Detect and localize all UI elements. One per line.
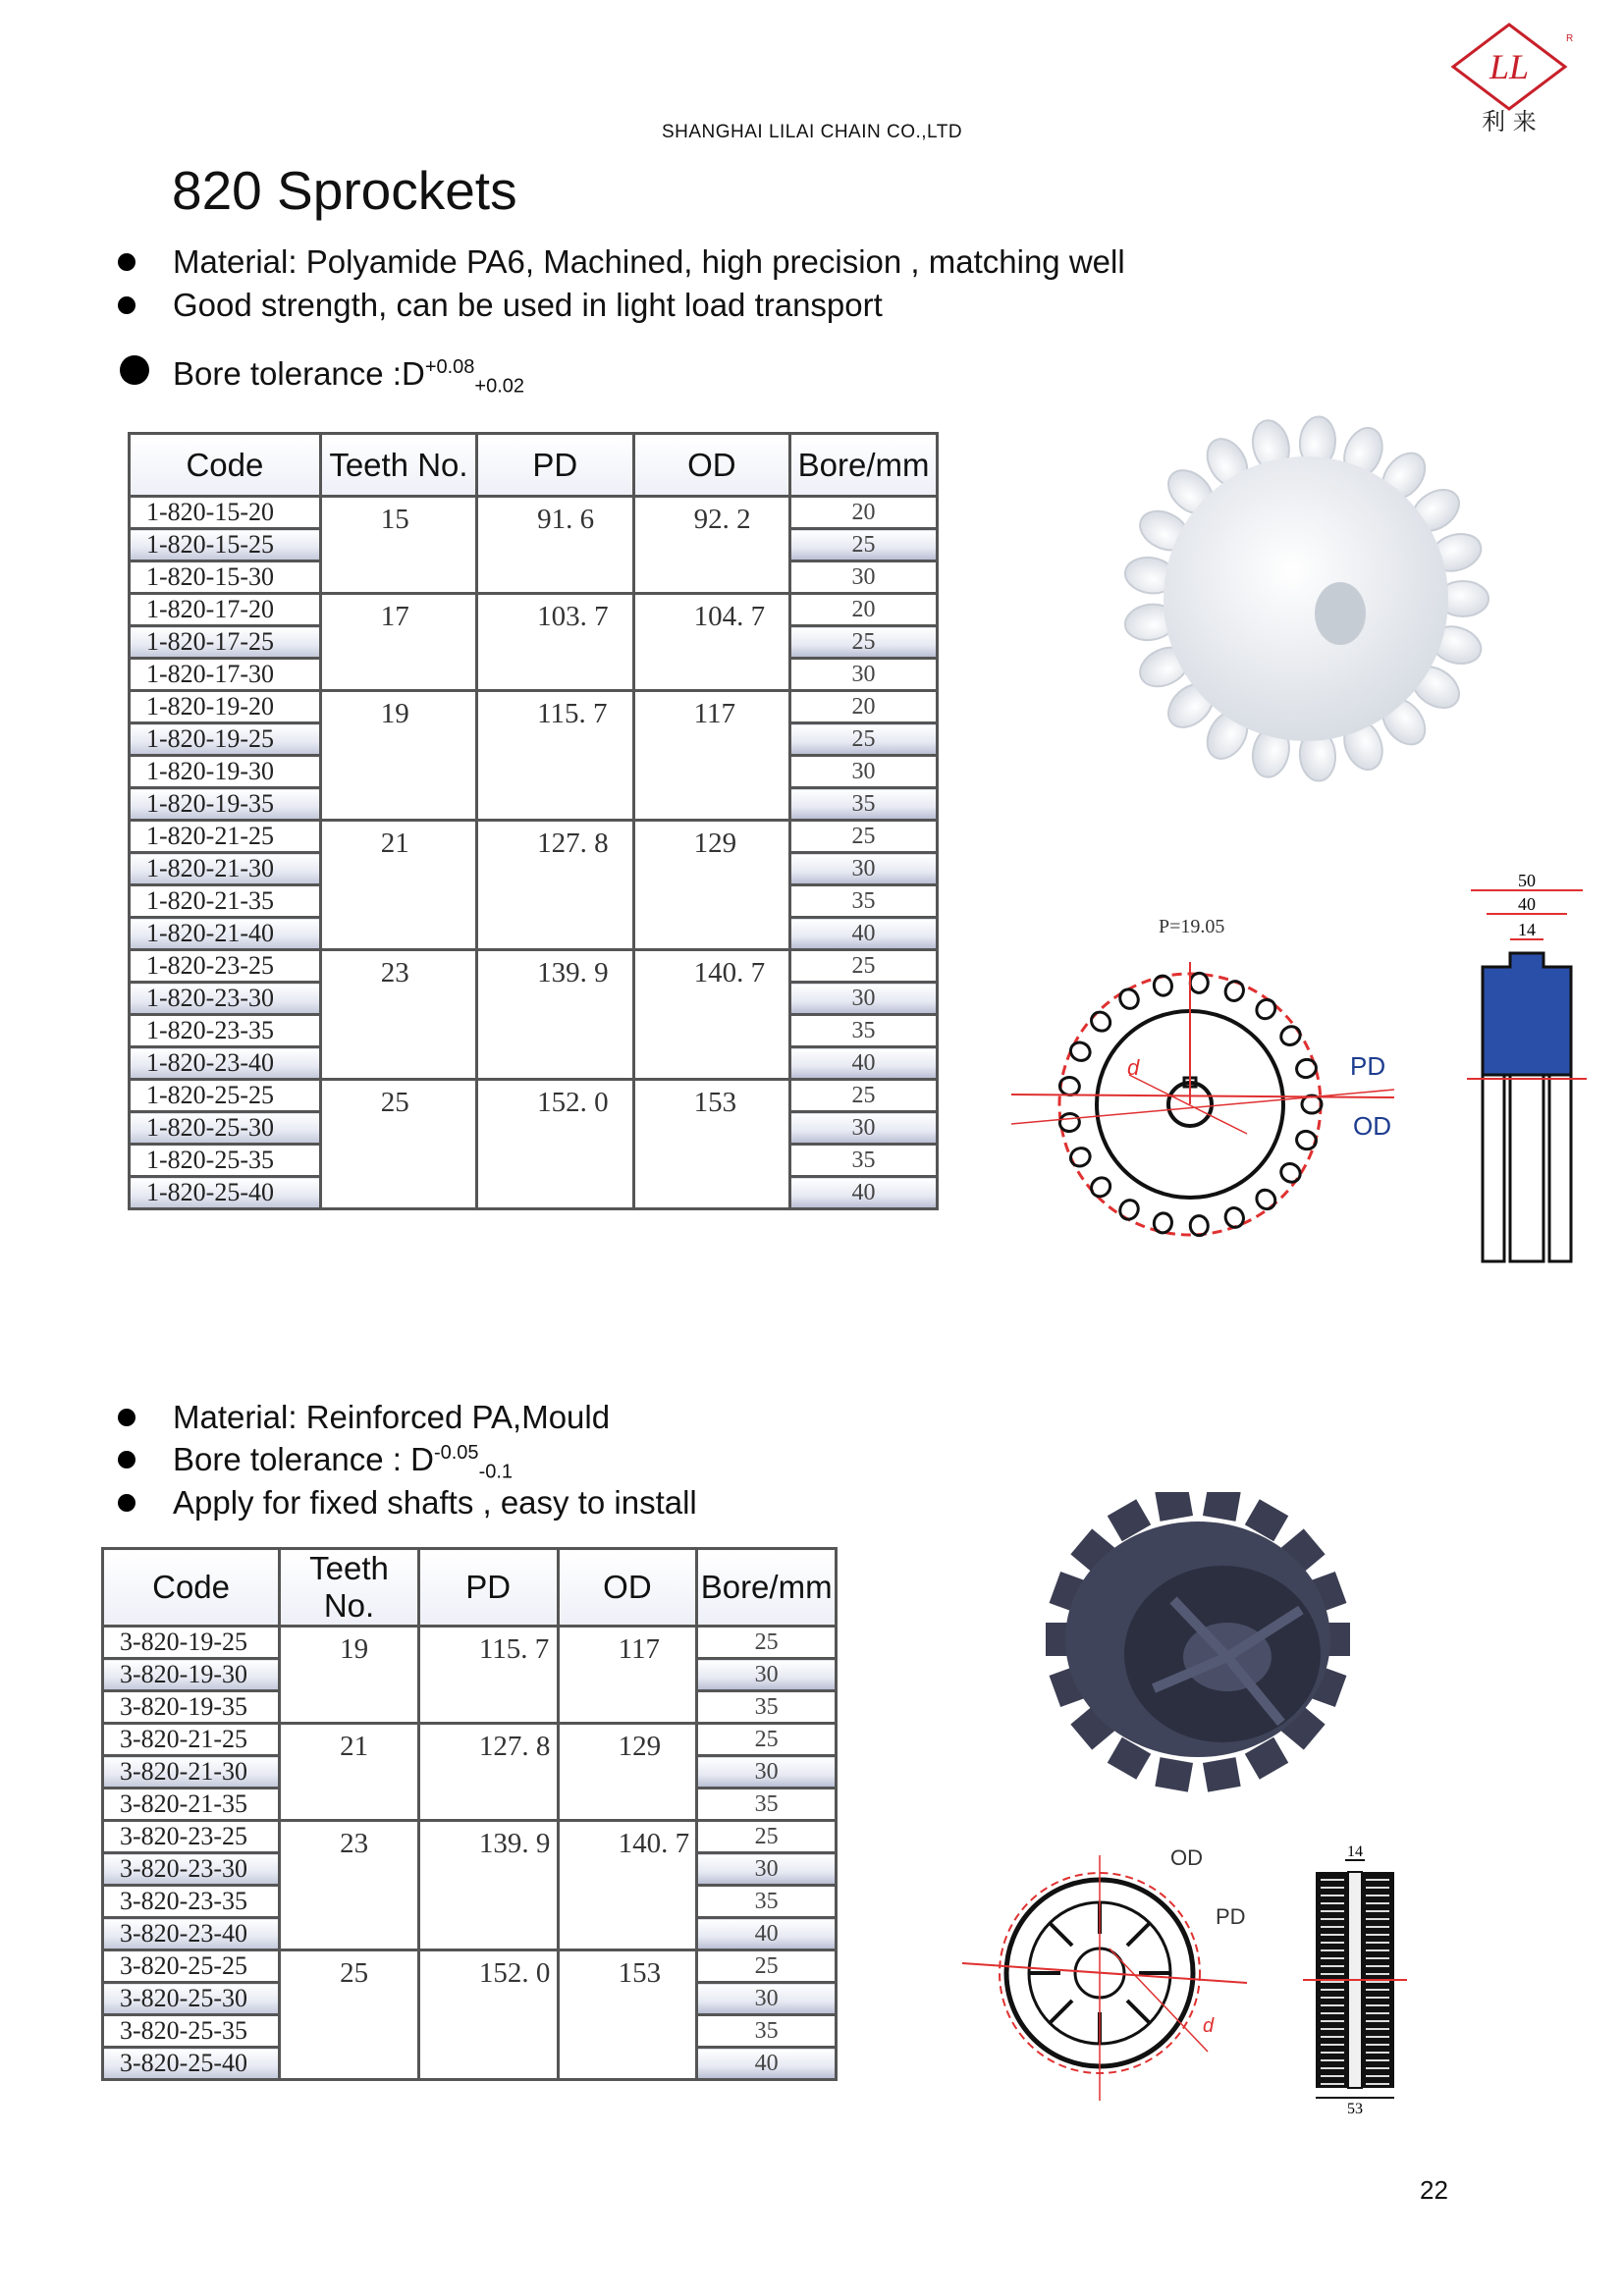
bore-cell: 25: [790, 723, 938, 756]
teeth-cell: 25: [280, 1950, 419, 2080]
column-header: PD: [477, 434, 634, 497]
code-cell: 1-820-15-30: [130, 561, 321, 594]
sprocket-tooth: [1277, 1023, 1304, 1048]
code-cell: 1-820-21-40: [130, 918, 321, 950]
bore-cell: 30: [790, 756, 938, 788]
sprocket-tooth: [1088, 1008, 1114, 1035]
bore-cell: 30: [790, 659, 938, 691]
bullet-dot: [120, 355, 149, 385]
column-header: Teeth No.: [320, 434, 476, 497]
sprocket-tooth: [1203, 1757, 1241, 1791]
sprocket-tooth: [1067, 1145, 1093, 1169]
sprocket-tooth: [1222, 1205, 1246, 1230]
od-cell: 140. 7: [558, 1821, 697, 1950]
pd-cell: 91. 6: [477, 497, 634, 594]
code-cell: 3-820-25-40: [103, 2048, 280, 2080]
sprocket-tooth: [1058, 1112, 1080, 1133]
teeth-cell: 19: [320, 691, 476, 821]
code-cell: 1-820-23-40: [130, 1047, 321, 1080]
code-cell: 1-820-15-25: [130, 529, 321, 561]
pd-label: PD: [1350, 1051, 1386, 1081]
code-cell: 1-820-21-35: [130, 885, 321, 918]
od-label-2: OD: [1170, 1845, 1203, 1870]
code-cell: 3-820-19-35: [103, 1691, 280, 1724]
bore-cell: 35: [790, 885, 938, 918]
code-cell: 1-820-25-35: [130, 1145, 321, 1177]
pd-cell: 115. 7: [418, 1627, 558, 1724]
column-header: Code: [130, 434, 321, 497]
bore-cell: 30: [790, 561, 938, 594]
bullet-dot: [118, 296, 135, 314]
bore-cell: 25: [790, 1080, 938, 1112]
company-logo: [1445, 20, 1573, 133]
bore-cell: 40: [790, 1177, 938, 1209]
pd-cell: 115. 7: [477, 691, 634, 821]
table-row: [130, 950, 938, 983]
bore-cell: 25: [790, 626, 938, 659]
bore-cell: 25: [697, 1627, 837, 1659]
code-cell: 1-820-23-30: [130, 983, 321, 1015]
bore-cell: 40: [697, 1918, 837, 1950]
sprocket-tooth: [1222, 979, 1246, 1003]
bore-cell: 25: [697, 1724, 837, 1756]
bore-cell: 35: [790, 788, 938, 821]
column-header: Bore/mm: [790, 434, 938, 497]
table-row: [130, 691, 938, 723]
code-cell: 3-820-25-25: [103, 1950, 280, 1983]
code-cell: 1-820-25-30: [130, 1112, 321, 1145]
code-cell: 3-820-19-30: [103, 1659, 280, 1691]
code-cell: 3-820-21-25: [103, 1724, 280, 1756]
code-cell: 1-820-25-25: [130, 1080, 321, 1112]
table-row: [130, 821, 938, 853]
code-cell: 3-820-23-40: [103, 1918, 280, 1950]
code-cell: 3-820-21-35: [103, 1789, 280, 1821]
table-row: [103, 1627, 837, 1659]
sprocket-tooth: [1294, 1057, 1318, 1080]
bore-cell: 40: [790, 1047, 938, 1080]
teeth-cell: 23: [320, 950, 476, 1080]
company-name: SHANGHAI LILAI CHAIN CO.,LTD: [661, 122, 963, 142]
pd-cell: 139. 9: [418, 1821, 558, 1950]
code-cell: 3-820-23-30: [103, 1853, 280, 1886]
bore-cell: 35: [697, 1789, 837, 1821]
code-cell: 1-820-21-30: [130, 853, 321, 885]
sprocket-tooth: [1294, 1129, 1318, 1151]
bore-cell: 35: [790, 1145, 938, 1177]
code-cell: 1-820-23-35: [130, 1015, 321, 1047]
column-header: PD: [418, 1549, 558, 1627]
sprocket-tooth: [1088, 1174, 1114, 1201]
bore-cell: 30: [790, 983, 938, 1015]
code-cell: 3-820-23-35: [103, 1886, 280, 1918]
teeth-cell: 17: [320, 594, 476, 691]
bore-cell: 25: [697, 1821, 837, 1853]
code-cell: 3-820-25-35: [103, 2015, 280, 2048]
page-number: 22: [1420, 2175, 1448, 2205]
code-cell: 1-820-21-25: [130, 821, 321, 853]
od-cell: 104. 7: [633, 594, 790, 691]
bore-d-label-2: d: [1203, 2015, 1215, 2037]
teeth-cell: 15: [320, 497, 476, 594]
od-cell: 117: [558, 1627, 697, 1724]
code-cell: 1-820-17-25: [130, 626, 321, 659]
teeth-cell: 23: [280, 1821, 419, 1950]
column-header: Bore/mm: [697, 1549, 837, 1627]
bore-cell: 30: [697, 1659, 837, 1691]
pd-cell: 127. 8: [418, 1724, 558, 1821]
table-row: [103, 1821, 837, 1853]
bore-cell: 30: [697, 1983, 837, 2015]
dim-14-2: 14: [1347, 1843, 1363, 1860]
bullet-dot: [118, 1494, 135, 1512]
bore-cell: 30: [790, 1112, 938, 1145]
code-cell: 1-820-19-20: [130, 691, 321, 723]
column-header: Code: [103, 1549, 280, 1627]
pd-cell: 103. 7: [477, 594, 634, 691]
bullet-dot: [118, 253, 135, 271]
sprocket-photo-white: [1110, 393, 1502, 805]
bullet-dot: [118, 1451, 135, 1468]
sprocket-photo-dark: [1026, 1492, 1360, 1796]
column-header: OD: [558, 1549, 697, 1627]
table-row: [130, 497, 938, 529]
od-cell: 129: [633, 821, 790, 950]
code-cell: 3-820-25-30: [103, 1983, 280, 2015]
od-cell: 153: [558, 1950, 697, 2080]
code-cell: 3-820-19-25: [103, 1627, 280, 1659]
code-cell: 1-820-17-20: [130, 594, 321, 626]
bore-cell: 25: [790, 529, 938, 561]
bore-cell: 30: [697, 1853, 837, 1886]
code-cell: 1-820-23-25: [130, 950, 321, 983]
sprocket-tooth: [1155, 1757, 1193, 1791]
bore-cell: 25: [790, 950, 938, 983]
table-row: [130, 594, 938, 626]
logo-mark: LL: [1489, 47, 1530, 86]
pd-cell: 139. 9: [477, 950, 634, 1080]
sprocket-tooth: [1116, 986, 1142, 1011]
bore-cell: 20: [790, 497, 938, 529]
bore-cell: 40: [697, 2048, 837, 2080]
code-cell: 1-820-19-30: [130, 756, 321, 788]
page-title: 820 Sprockets: [172, 160, 517, 221]
bore-cell: 35: [790, 1015, 938, 1047]
sprocket-tooth: [1067, 1040, 1093, 1064]
table-row: [103, 1950, 837, 1983]
od-cell: 117: [633, 691, 790, 821]
sprocket-tooth: [1190, 1215, 1209, 1236]
sprocket-tooth: [1277, 1160, 1304, 1186]
sprocket-tooth: [1116, 1197, 1142, 1222]
pd-cell: 152. 0: [418, 1950, 558, 2080]
dim-40: 40: [1518, 894, 1536, 914]
pd-cell: 127. 8: [477, 821, 634, 950]
sprocket-tooth: [1155, 1492, 1193, 1522]
sprocket-tooth: [1190, 973, 1209, 993]
code-cell: 1-820-19-25: [130, 723, 321, 756]
teeth-cell: 25: [320, 1080, 476, 1209]
sprocket-tooth: [1253, 996, 1279, 1023]
bullet-dot: [118, 1409, 135, 1426]
bore-cell: 30: [697, 1756, 837, 1789]
bore-cell: 35: [697, 1691, 837, 1724]
table-row: [130, 1080, 938, 1112]
code-cell: 1-820-17-30: [130, 659, 321, 691]
sprocket-side-drawing-2: [1301, 1841, 1409, 2115]
code-cell: 1-820-15-20: [130, 497, 321, 529]
dim-53: 53: [1347, 2101, 1363, 2115]
spec-table-moulded: [101, 1547, 838, 2081]
teeth-cell: 21: [280, 1724, 419, 1821]
bore-cell: 25: [697, 1950, 837, 1983]
column-header: OD: [633, 434, 790, 497]
logo-chinese: 利 来: [1482, 108, 1537, 133]
bore-cell: 35: [697, 2015, 837, 2048]
spec-table-machined: [128, 432, 939, 1210]
code-cell: 1-820-19-35: [130, 788, 321, 821]
od-cell: 129: [558, 1724, 697, 1821]
svg-text:R: R: [1566, 33, 1573, 44]
pd-cell: 152. 0: [477, 1080, 634, 1209]
sprocket-tooth: [1253, 1187, 1279, 1213]
bore-cell: 40: [790, 918, 938, 950]
bore-d-label: d: [1127, 1055, 1140, 1080]
od-cell: 92. 2: [633, 497, 790, 594]
od-label: OD: [1353, 1111, 1391, 1141]
dim-14: 14: [1518, 920, 1536, 939]
teeth-cell: 19: [280, 1627, 419, 1724]
pd-label-2: PD: [1216, 1904, 1246, 1929]
bore-cell: 25: [790, 821, 938, 853]
bore-cell: 35: [697, 1886, 837, 1918]
column-header: Teeth No.: [280, 1549, 419, 1627]
teeth-cell: 21: [320, 821, 476, 950]
code-cell: 1-820-25-40: [130, 1177, 321, 1209]
sprocket-tooth: [1203, 1492, 1241, 1522]
sprocket-side-drawing-1: [1463, 869, 1591, 1271]
od-cell: 153: [633, 1080, 790, 1209]
bore-cell: 20: [790, 691, 938, 723]
bore-cell: 30: [790, 853, 938, 885]
dim-50: 50: [1518, 871, 1536, 890]
code-cell: 3-820-21-30: [103, 1756, 280, 1789]
code-cell: 3-820-23-25: [103, 1821, 280, 1853]
table-row: [103, 1724, 837, 1756]
pitch-label: P=19.05: [1159, 916, 1225, 937]
sprocket-front-drawing-1: [1001, 903, 1424, 1276]
sprocket-front-drawing-2: [952, 1836, 1276, 2110]
bore-cell: 20: [790, 594, 938, 626]
od-cell: 140. 7: [633, 950, 790, 1080]
